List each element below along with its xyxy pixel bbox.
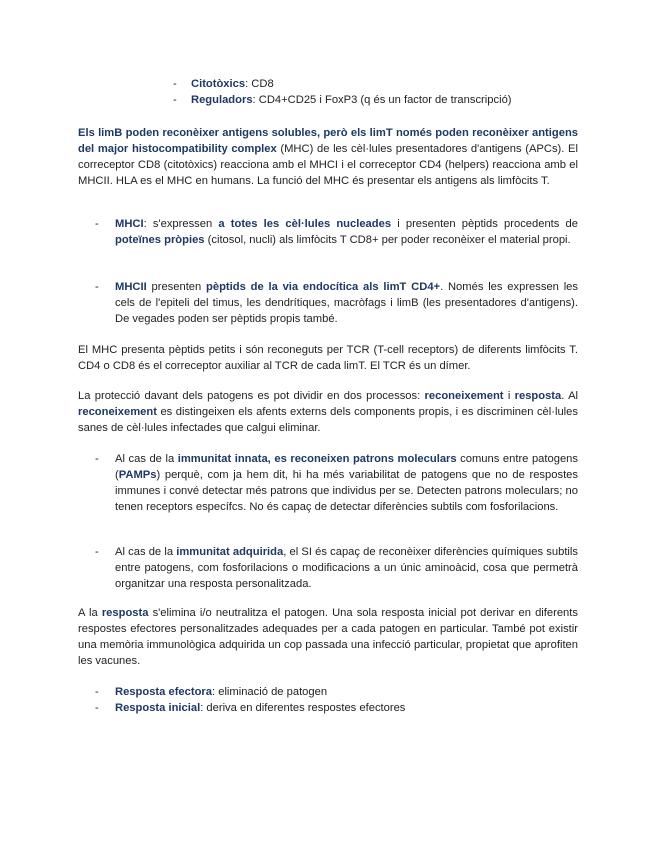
term: immunitat adquirida [176, 546, 284, 558]
term: pèptids de la via endocítica als limT CD4+ [206, 281, 441, 293]
paragraph-mhc-intro [78, 125, 578, 189]
paragraph-text: (MHC) de les cèl·lules presentadores d'antigens (APCs). El correceptor CD8 (citotòxics) reacciona amb el MHCI i el correceptor CD4 (helpers) reacciona amb el MHCII. HLA es el MHC en humans. La funció del MHC és presentar els antigens als limfòcits T. [78, 143, 578, 187]
bullet-dash: - [95, 453, 99, 465]
list-item-label: Resposta inicial [115, 702, 201, 714]
text: i [503, 390, 515, 402]
term: PAMPs [118, 469, 157, 481]
list-item-text: : deriva en diferentes respostes efectores [200, 702, 406, 714]
term: a totes les cèl·lules nucleades [218, 218, 392, 230]
list-item-label: Citotòxics [191, 78, 246, 90]
text: A la [78, 607, 102, 619]
list-item-text: : CD8 [245, 78, 274, 90]
text: . Només les expressen les cels de l'epiteli del timus, les dendrítiques, macròfags i limB (les presentadores d'antigens). De vegades poden ser pèptids propis també. [115, 281, 578, 325]
highlighted-text: Els limB poden reconèixer antigens solubles, però els limT només poden reconèixer antigens del major histocompatibility complex [78, 127, 578, 155]
text: comuns entre patogens ( [115, 453, 578, 481]
term: poteïnes pròpies [115, 234, 205, 246]
bullet-dash: - [95, 218, 99, 230]
text: ) perquè, com ja hem dit, hi ha més variabilitat de patogens que no de respostes immunes i convé detectar més patrons que individus per se. Detecten patrons moleculars; no tenen receptors específcs. No és capaç de detectar diferències subtils com fosforilacions. [115, 469, 578, 513]
paragraph-tcr: El MHC presenta pèptids petits i són reconeguts per TCR (T-cell receptors) de diferents limfòcits T. CD4 o CD8 és el correceptor auxiliar al TCR de cada limT. El TCR és un dímer. [78, 344, 578, 372]
list-dash: - [95, 686, 99, 698]
paragraph-protection [78, 388, 578, 436]
text: La protecció davant dels patogens es pot dividir en dos processos: [78, 390, 425, 402]
text: presenten [146, 281, 207, 293]
text: , el SI és capaç de reconèixer diferències químiques subtils entre patogens, com fosforilacions o modificacions a un únic aminoàcid, cosa que permetrà organitzar una resposta personalitzada. [115, 546, 578, 590]
term: immunitat innata [177, 453, 268, 465]
text: : s'expressen [143, 218, 219, 230]
text: , [267, 453, 275, 465]
term: es reconeixen patrons moleculars [274, 453, 457, 465]
text: s'elimina i/o neutralitza el patogen. Una sola resposta inicial pot derivar en diferents respostes efectores personalitzades adequades per a cada patogen en particular. També pot existir una memòria immunològica adquirida un cop passada una infecció particular, propietat que aprofiten les vacunes. [78, 607, 578, 667]
text: (citosol, nucli) als limfòcits T CD8+ per poder reconèixer el material propi. [204, 234, 571, 246]
list-dash: - [95, 702, 99, 714]
bullet-dash: - [95, 281, 99, 293]
text: . Al [561, 390, 579, 402]
list-dash: - [173, 78, 177, 90]
bullet-dash: - [95, 546, 99, 558]
paragraph-response [78, 605, 578, 669]
term: reconeixement [78, 406, 157, 418]
term: MHCII [115, 281, 147, 293]
term: MHCI [115, 218, 144, 230]
text: i presenten pèptids procedents de [391, 218, 578, 230]
text: Al cas de la [115, 546, 177, 558]
list-item-text: : eliminació de patogen [212, 686, 328, 698]
text: es distingeixen els afents externs dels components propis, i es discriminen cèl·lules sanes de cèl·lules infectades que calgui eliminar. [78, 406, 578, 434]
list-dash: - [173, 94, 177, 106]
term: resposta [101, 607, 149, 619]
list-item-text: : CD4+CD25 i FoxP3 (q és un factor de transcripció) [252, 94, 512, 106]
list-item-label: Reguladors [191, 94, 253, 106]
text: Al cas de la [115, 453, 178, 465]
term: reconeixement [424, 390, 504, 402]
list-item-label: Resposta efectora [115, 686, 212, 698]
term: resposta [514, 390, 562, 402]
